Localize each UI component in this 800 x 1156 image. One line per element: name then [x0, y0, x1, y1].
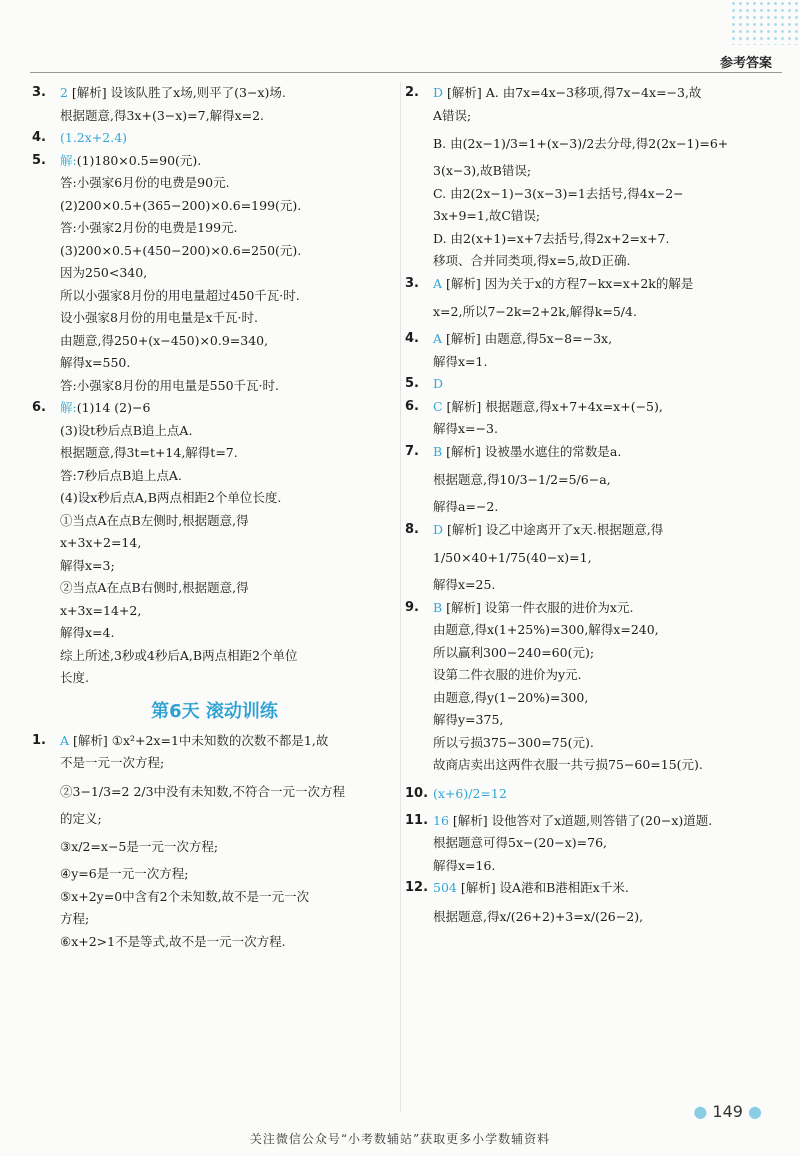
answer-line	[32, 532, 397, 555]
answer-text: 根据题意可得5x−(20−x)=76,	[433, 835, 608, 850]
answer-text: (4)设x秒后点A,B两点相距2个单位长度.	[60, 490, 282, 505]
answer-text: 所以小强家8月份的用电量超过450千瓦·时.	[60, 287, 300, 303]
answer-text: 解得x=4.	[60, 625, 115, 640]
answer-text: 根据题意,得3t=t+14,解得t=7.	[60, 445, 238, 460]
answer-line	[32, 172, 397, 195]
answer-line	[32, 752, 397, 775]
answer-text: ④y=6是一元一次方程;	[60, 866, 189, 881]
question-number: 10.	[405, 785, 429, 801]
answer-line	[32, 217, 397, 240]
answer-line	[405, 250, 770, 273]
answer-line	[405, 463, 770, 496]
answer-line	[32, 931, 397, 954]
answer-line	[405, 709, 770, 732]
answer-value: 16	[433, 812, 449, 828]
answer-line	[405, 373, 770, 396]
left-answers-top	[32, 82, 397, 690]
answer-line	[32, 600, 397, 623]
answer-text: 由题意,得250+(x−450)×0.9=340,	[60, 332, 269, 348]
answer-line	[405, 519, 770, 542]
header-divider	[30, 72, 782, 73]
answer-text: [解析] 设被墨水遮住的常数是a.	[442, 443, 622, 459]
answer-text: 故商店卖出这两件衣服一共亏损75−60=15(元).	[433, 757, 703, 772]
answer-text: D. 由2(x+1)=x+7去括号,得2x+2=x+7.	[433, 230, 670, 246]
answer-line	[405, 205, 770, 228]
answer-line	[32, 150, 397, 173]
left-column	[32, 82, 397, 953]
answer-text: 根据题意,得x/(26+2)+3=x/(26−2),	[433, 908, 644, 924]
answer-line	[405, 273, 770, 296]
answer-text: 答:7秒后点B追上点A.	[60, 467, 182, 483]
answer-text: x=2,所以7−2k=2+2k,解得k=5/4.	[433, 304, 637, 319]
answer-text: [解析] 根据题意,得x+7+4x=x+(−5),	[442, 398, 663, 414]
answer-line	[405, 496, 770, 519]
answer-text: 根据题意,得10/3−1/2=5/6−a,	[433, 472, 611, 487]
answer-line	[405, 855, 770, 878]
answer-text: ⑥x+2>1不是等式,故不是一元一次方程.	[60, 933, 286, 949]
answer-value: B	[433, 443, 443, 459]
question-number: 5.	[32, 152, 46, 168]
answer-line	[405, 328, 770, 351]
answer-line	[32, 442, 397, 465]
answer-text: 解得a=−2.	[433, 499, 499, 514]
answer-line	[32, 908, 397, 931]
answer-line	[32, 352, 397, 375]
answer-line	[32, 127, 397, 150]
answer-line	[32, 240, 397, 263]
answer-text: C. 由2(2x−1)−3(x−3)=1去括号,得4x−2−	[433, 185, 684, 201]
answer-line	[32, 330, 397, 353]
question-number: 8.	[405, 521, 419, 537]
answer-line	[405, 574, 770, 597]
answer-value: (1.2x+2.4)	[60, 130, 128, 145]
page-header-title: 参考答案	[719, 56, 772, 71]
answer-value: 解:	[60, 400, 77, 415]
answer-value: D	[433, 521, 444, 537]
question-number: 4.	[405, 331, 419, 346]
answer-line	[405, 127, 770, 160]
answer-text: [解析] 设第一件衣服的进价为x元.	[442, 599, 634, 615]
answer-value: C	[433, 398, 443, 414]
question-number: 11.	[405, 812, 429, 828]
answer-text: [解析] 设他答对了x道题,则答错了(20−x)道题.	[448, 812, 713, 828]
answer-text: 解得x=−3.	[433, 421, 498, 436]
question-number: 3.	[405, 275, 419, 291]
answer-line	[32, 397, 397, 420]
footer-note: 关注微信公众号“小考数辅站”获取更多小学数辅资料	[249, 1132, 551, 1146]
answer-line	[405, 597, 770, 620]
answer-text: 设小强家8月份的用电量是x千瓦·时.	[60, 310, 258, 325]
answer-line	[32, 730, 397, 753]
answer-text: 由题意,得y(1−20%)=300,	[433, 689, 589, 705]
answer-line	[405, 418, 770, 441]
answer-line	[32, 195, 397, 218]
answer-value: 2	[60, 85, 68, 100]
answer-text: (1)14 (2)−6	[76, 400, 151, 415]
answer-text: 答:小强家6月份的电费是90元.	[60, 175, 230, 190]
question-number: 5.	[405, 376, 419, 391]
answer-line	[32, 465, 397, 488]
answer-text: 根据题意,得3x+(3−x)=7,解得x=2.	[60, 107, 265, 123]
answer-line	[405, 810, 770, 833]
answer-line	[405, 732, 770, 755]
answer-text: [解析] 设A港和B港相距x千米.	[456, 880, 629, 895]
answer-line	[405, 832, 770, 855]
answer-line	[405, 396, 770, 419]
answer-line	[405, 687, 770, 710]
page-number: ● 149 ●	[693, 1102, 762, 1121]
column-divider	[400, 82, 401, 1112]
answer-text: 解得x=1.	[433, 353, 488, 369]
answer-line	[32, 775, 397, 808]
left-answers-bottom	[32, 730, 397, 954]
answer-value: D	[433, 85, 444, 100]
answer-line	[32, 82, 397, 105]
answer-line	[405, 441, 770, 464]
answer-line	[32, 487, 397, 510]
answer-line	[32, 262, 397, 285]
answer-line	[405, 664, 770, 687]
question-number: 7.	[405, 443, 419, 459]
right-column	[405, 82, 770, 933]
answer-text: 解得x=16.	[433, 857, 496, 873]
answer-line	[405, 295, 770, 328]
answer-line	[32, 863, 397, 886]
answer-text: [解析] 设该队胜了x场,则平了(3−x)场.	[67, 85, 286, 100]
answer-text: (3)设t秒后点B追上点A.	[60, 422, 193, 438]
right-answers	[405, 82, 770, 933]
answer-value: D	[433, 376, 444, 391]
answer-text: 答:小强家2月份的电费是199元.	[60, 220, 238, 235]
answer-value: (x+6)/2=12	[433, 785, 507, 801]
answer-line	[405, 619, 770, 642]
answer-value: A	[60, 732, 70, 748]
answer-line	[405, 183, 770, 206]
answer-line	[32, 645, 397, 668]
dot-icon: ●	[748, 1102, 762, 1121]
answer-text: (1)180×0.5=90(元).	[76, 152, 202, 168]
answer-line	[405, 777, 770, 810]
answer-text: [解析] 设乙中途离开了x天.根据题意,得	[443, 521, 664, 537]
answer-text: 设第二件衣服的进价为y元.	[433, 667, 582, 682]
answer-text: [解析] A. 由7x=4x−3移项,得7x−4x=−3,故	[443, 85, 702, 100]
answer-line	[32, 577, 397, 600]
answer-value: 解:	[60, 152, 77, 168]
answer-text: 移项、合并同类项,得x=5,故D正确.	[433, 253, 631, 268]
answer-line	[32, 510, 397, 533]
answer-line	[405, 105, 770, 128]
answer-line	[405, 351, 770, 374]
answer-text: 不是一元一次方程;	[60, 755, 165, 770]
answer-line	[32, 420, 397, 443]
answer-text: 综上所述,3秒或4秒后A,B两点相距2个单位	[60, 647, 298, 663]
dot-icon: ●	[693, 1102, 708, 1121]
answer-text: ②当点A在点B右侧时,根据题意,得	[60, 580, 249, 595]
answer-line	[405, 642, 770, 665]
answer-text: 解得x=3;	[60, 557, 115, 573]
answer-line	[32, 667, 397, 690]
answer-line	[32, 808, 397, 831]
answer-value: B	[433, 599, 443, 615]
answer-text: 所以亏损375−300=75(元).	[433, 734, 594, 750]
answer-text: 的定义;	[60, 810, 102, 826]
answer-line	[405, 877, 770, 900]
answer-line	[32, 555, 397, 578]
answer-text: x+3x+2=14,	[60, 535, 142, 550]
answer-text: (3)200×0.5+(450−200)×0.6=250(元).	[60, 242, 302, 258]
answer-line	[405, 754, 770, 777]
answer-text: 解得x=550.	[60, 355, 131, 370]
answer-value: A	[433, 275, 443, 291]
question-number: 9.	[405, 599, 419, 615]
answer-text: [解析] ①x²+2x=1中未知数的次数不都是1,故	[69, 732, 329, 748]
answer-line	[405, 82, 770, 105]
answer-line	[405, 228, 770, 251]
answer-line	[32, 830, 397, 863]
answer-text: 1/50×40+1/75(40−x)=1,	[433, 550, 592, 565]
question-number: 1.	[32, 732, 46, 748]
answer-text: 所以赢利300−240=60(元);	[433, 644, 595, 660]
answer-line	[32, 375, 397, 398]
answer-text: [解析] 由题意,得5x−8=−3x,	[442, 331, 613, 346]
question-number: 4.	[32, 130, 46, 145]
answer-line	[32, 285, 397, 308]
answer-line	[405, 160, 770, 183]
answer-text: A错误;	[433, 107, 472, 123]
answer-line	[405, 900, 770, 933]
answer-text: ③x/2=x−5是一元一次方程;	[60, 839, 219, 854]
question-number: 2.	[405, 85, 419, 100]
answer-text: ⑤x+2y=0中含有2个未知数,故不是一元一次	[60, 888, 310, 904]
answer-line	[405, 541, 770, 574]
decorative-dot-pattern	[730, 0, 800, 45]
answer-line	[32, 105, 397, 128]
answer-text: 方程;	[60, 911, 90, 926]
answer-text: 答:小强家8月份的用电量是550千瓦·时.	[60, 377, 279, 393]
answer-text: 因为250<340,	[60, 265, 148, 280]
answer-text: B. 由(2x−1)/3=1+(x−3)/2去分母,得2(2x−1)=6+	[433, 136, 729, 151]
answer-value: A	[433, 331, 443, 346]
answer-value: 504	[433, 880, 457, 895]
question-number: 12.	[405, 880, 429, 895]
answer-text: 长度.	[60, 670, 89, 685]
answer-line	[32, 886, 397, 909]
question-number: 3.	[32, 85, 46, 100]
answer-text: 由题意,得x(1+25%)=300,解得x=240,	[433, 622, 659, 637]
answer-text: [解析] 因为关于x的方程7−kx=x+2k的解是	[442, 275, 694, 291]
answer-text: 3x+9=1,故C错误;	[433, 208, 541, 223]
answer-text: 3(x−3),故B错误;	[433, 163, 532, 178]
answer-text: x+3x=14+2,	[60, 602, 142, 618]
answer-text: ①当点A在点B左侧时,根据题意,得	[60, 512, 249, 528]
question-number: 6.	[405, 398, 419, 414]
question-number: 6.	[32, 400, 46, 415]
answer-line	[32, 307, 397, 330]
answer-text: 解得y=375,	[433, 712, 504, 727]
answer-text: (2)200×0.5+(365−200)×0.6=199(元).	[60, 197, 302, 213]
answer-line	[32, 622, 397, 645]
section-title: 第6天 滚动训练	[151, 700, 278, 722]
answer-text: ②3−1/3=2 2/3中没有未知数,不符合一元一次方程	[60, 783, 346, 799]
answer-text: 解得x=25.	[433, 577, 496, 592]
